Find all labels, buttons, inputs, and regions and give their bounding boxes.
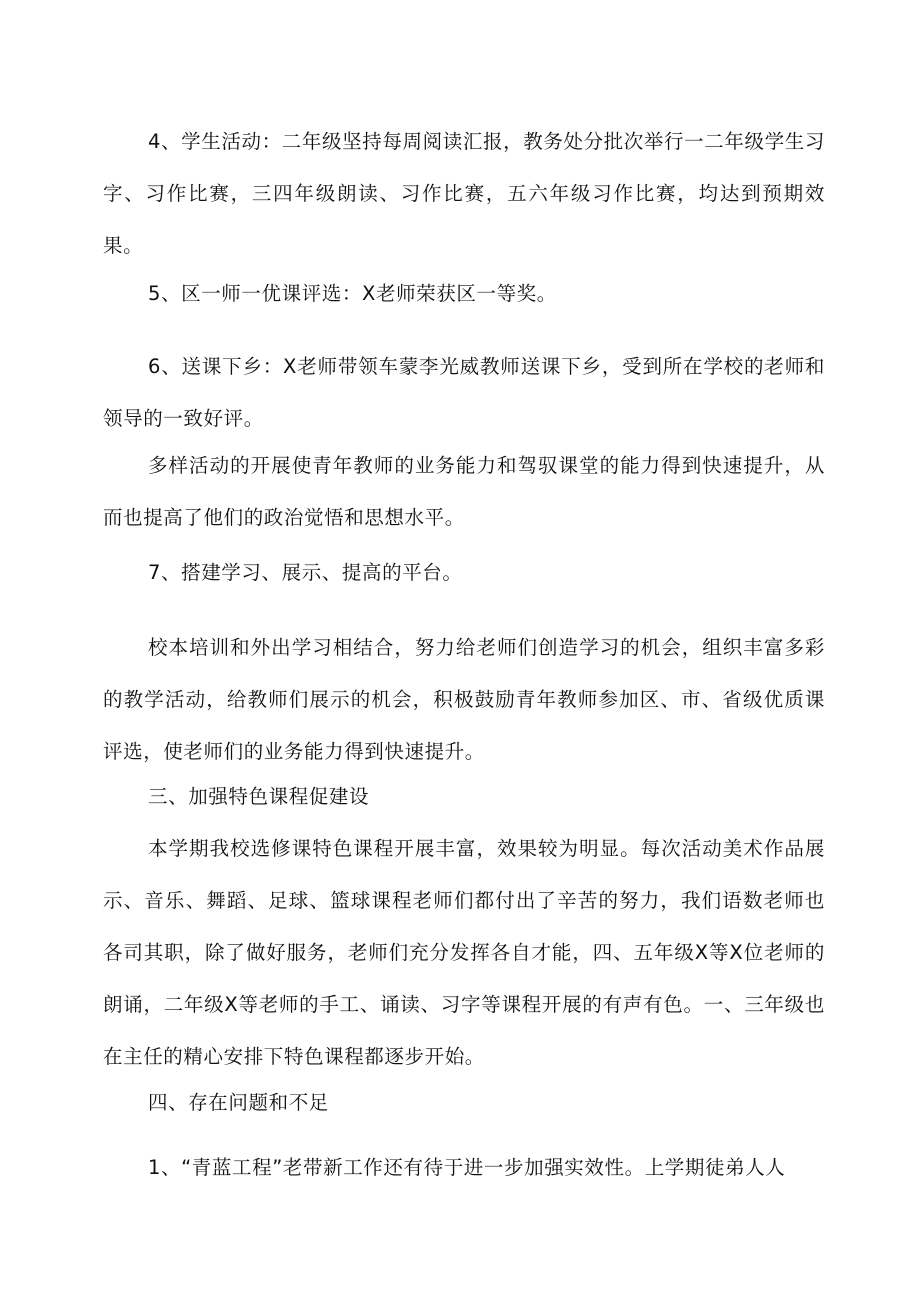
- paragraph-send-lessons: 6、送课下乡：X老师带领车蒙李光威教师送课下乡，受到所在学校的老师和领导的一致好评。: [103, 355, 825, 430]
- paragraph-activities-summary: 多样活动的开展使青年教师的业务能力和驾驭课堂的能力得到快速提升，从而也提高了他们的政治觉悟和思想水平。: [103, 454, 825, 529]
- paragraph-student-activities: 4、学生活动：二年级坚持每周阅读汇报，教务处分批次举行一二年级学生习字、习作比赛，三四年级朗读、习作比赛，五六年级习作比赛，均达到预期效果。: [103, 130, 825, 257]
- section-heading-characteristic-courses: 三、加强特色课程促建设: [148, 785, 370, 808]
- paragraph-training: 校本培训和外出学习相结合，努力给老师们创造学习的机会，组织丰富多彩的教学活动，给教师们展示的机会，积极鼓励青年教师参加区、市、省级优质课评选，使老师们的业务能力得到快速提升。: [103, 636, 825, 763]
- paragraph-elective-courses: 本学期我校选修课特色课程开展丰富，效果较为明显。每次活动美术作品展示、音乐、舞蹈、足球、篮球课程老师们都付出了辛苦的努力，我们语数老师也各司其职，除了做好服务，老师们充分发挥各自才能，四、五年级X等X位老师的朗诵，二年级X等老师的手工、诵读、习字等课程开展的有声有色。一、三年级也在主任的精心安排下特色课程都逐步开始。: [103, 837, 825, 1068]
- paragraph-platform-heading: 7、搭建学习、展示、提高的平台。: [148, 561, 463, 584]
- paragraph-course-award: 5、区一师一优课评选：X老师荣获区一等奖。: [148, 282, 557, 305]
- paragraph-mentoring-issue: 1、“青蓝工程”老带新工作还有待于进一步加强实效性。上学期徒弟人人: [148, 1156, 786, 1179]
- section-heading-problems: 四、存在问题和不足: [148, 1091, 329, 1114]
